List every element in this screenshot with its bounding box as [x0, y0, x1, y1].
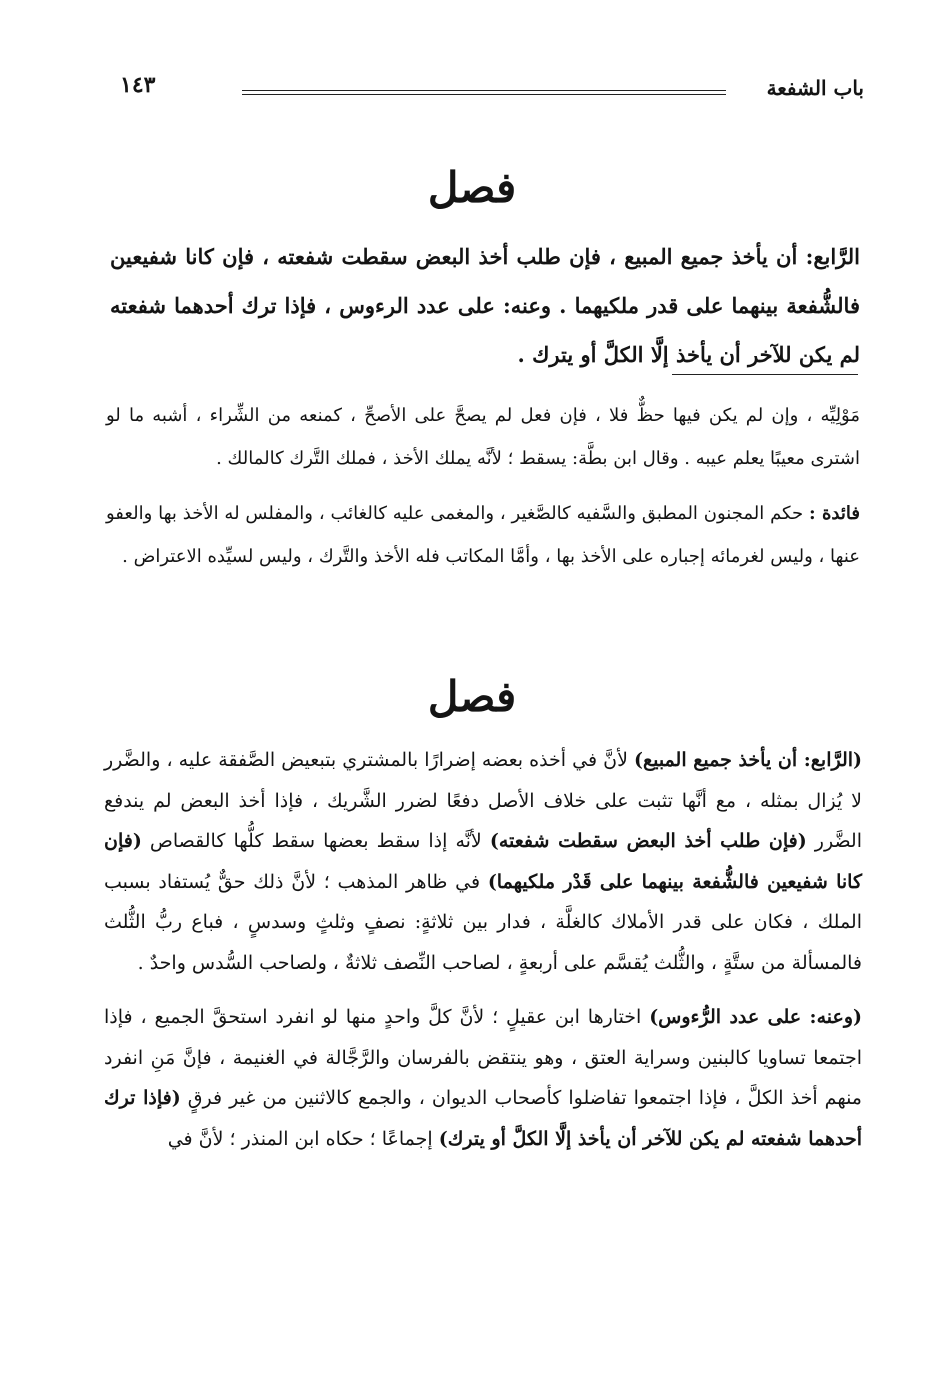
section-heading-1: فصل [427, 163, 517, 212]
commentary-paragraph-2 [104, 997, 862, 1159]
page-number: ١٤٣ [120, 72, 156, 98]
quoted-matn: (الرَّابع: أن يأخذ جميع المبيع) [633, 749, 863, 771]
quoted-matn: (فإن طلب أخذ البعض سقطت شفعته) [489, 830, 807, 852]
quoted-matn: (وعنه: على عدد الرُّءوس) [649, 1006, 862, 1028]
commentary-text: لأنَّ في أخذه بعضه إضرارًا بالمشتري بتبعيض الصَّفقة عليه ، والضَّرر لا يُزال بمثله ، مع أنَّها تثبت على خلاف الأصل دفعًا لضرر الشَّريك ، فإذا أخذ البعض لم يندفع الضَّرر [104, 749, 862, 852]
commentary-text: اختارها ابن عقيلٍ ؛ لأنَّ كلَّ واحدٍ منها لو انفرد استحقَّ الجميع ، فإذا اجتمعا تساويا كالبنين وسراية العتق ، وهو ينتقض بالفرسان والرَّجَّالة في الغنيمة ، فإنَّ مَنِ انفرد منهم أخذ الكلَّ ، فإذا اجتمعوا تفاضلوا كأصحاب الديوان ، والجمع كالاثنين من غير فرقٍ [104, 1006, 862, 1109]
commentary-text: لأنَّه إذا سقط بعضها سقط كلُّها كالقصاص [141, 830, 490, 852]
section-heading-2: فصل [427, 672, 517, 721]
commentary-text: في ظاهر المذهب ؛ لأنَّ ذلك حقٌّ يُستفاد بسبب الملك ، فكان على قدر الأملاك كالغلَّة ، فدار بين ثلاثةٍ: نصفٍ وثلثٍ وسدسٍ ، فباع ربُّ الثُّلث فالمسألة من ستَّةٍ ، والثُّلث يُقسَّم على أربعةٍ ، لصاحب النِّصف ثلاثةٌ ، ولصاحب السُّدس واحدٌ . [104, 870, 862, 974]
footnote-paragraph: مَوْلِيِّه ، وإن لم يكن فيها حظٌّ فلا ، فإن فعل لم يصحَّ على الأصحِّ ، كمنعه من الشِّراء ، أشبه ما لو اشترى معيبًا يعلم عيبه . وقال ابن بطَّة: يسقط ؛ لأنَّه يملك الأخذ ، فملك التَّرك كالمالك . [106, 405, 860, 469]
faida-text: حكم المجنون المطبق والسَّفيه كالصَّغير ، والمغمى عليه كالغائب ، والمفلس له الأخذ بها والعفو عنها ، وليس لغرمائه إجباره على الأخذ بها ، وأمَّا المكاتب فله الأخذ والتَّرك ، وليس لسيِّده الاعتراض . [106, 503, 860, 567]
faida-label: فائدة : [808, 503, 860, 524]
commentary-paragraph-1 [104, 740, 862, 983]
commentary [104, 740, 862, 1173]
header-rule [242, 90, 726, 95]
quoted-matn: (فإن كانا شفيعين فالشُّفعة بينهما على قَدْر ملكيهما) [104, 830, 862, 893]
faida-paragraph [106, 492, 860, 578]
quoted-matn: (فإذا ترك أحدهما شفعته لم يكن للآخر أن يأخذ إلَّا الكلَّ أو يترك) [104, 1087, 862, 1150]
footnotes [106, 394, 860, 590]
commentary-text: إجماعًا ؛ حكاه ابن المنذر ؛ لأنَّ في [167, 1127, 439, 1150]
chapter-title: باب الشفعة [766, 76, 864, 100]
footnote-rule [672, 374, 858, 375]
matn-text: الرَّابع: أن يأخذ جميع المبيع ، فإن طلب أخذ البعض سقطت شفعته ، فإن كانا شفيعين فالشُّفعة بينهما على قدر ملكيهما . وعنه: على عدد الرءوس ، فإذا ترك أحدهما شفعته لم يكن للآخر أن يأخذ إلَّا الكلَّ أو يترك . [110, 244, 860, 367]
page-header [120, 70, 864, 110]
